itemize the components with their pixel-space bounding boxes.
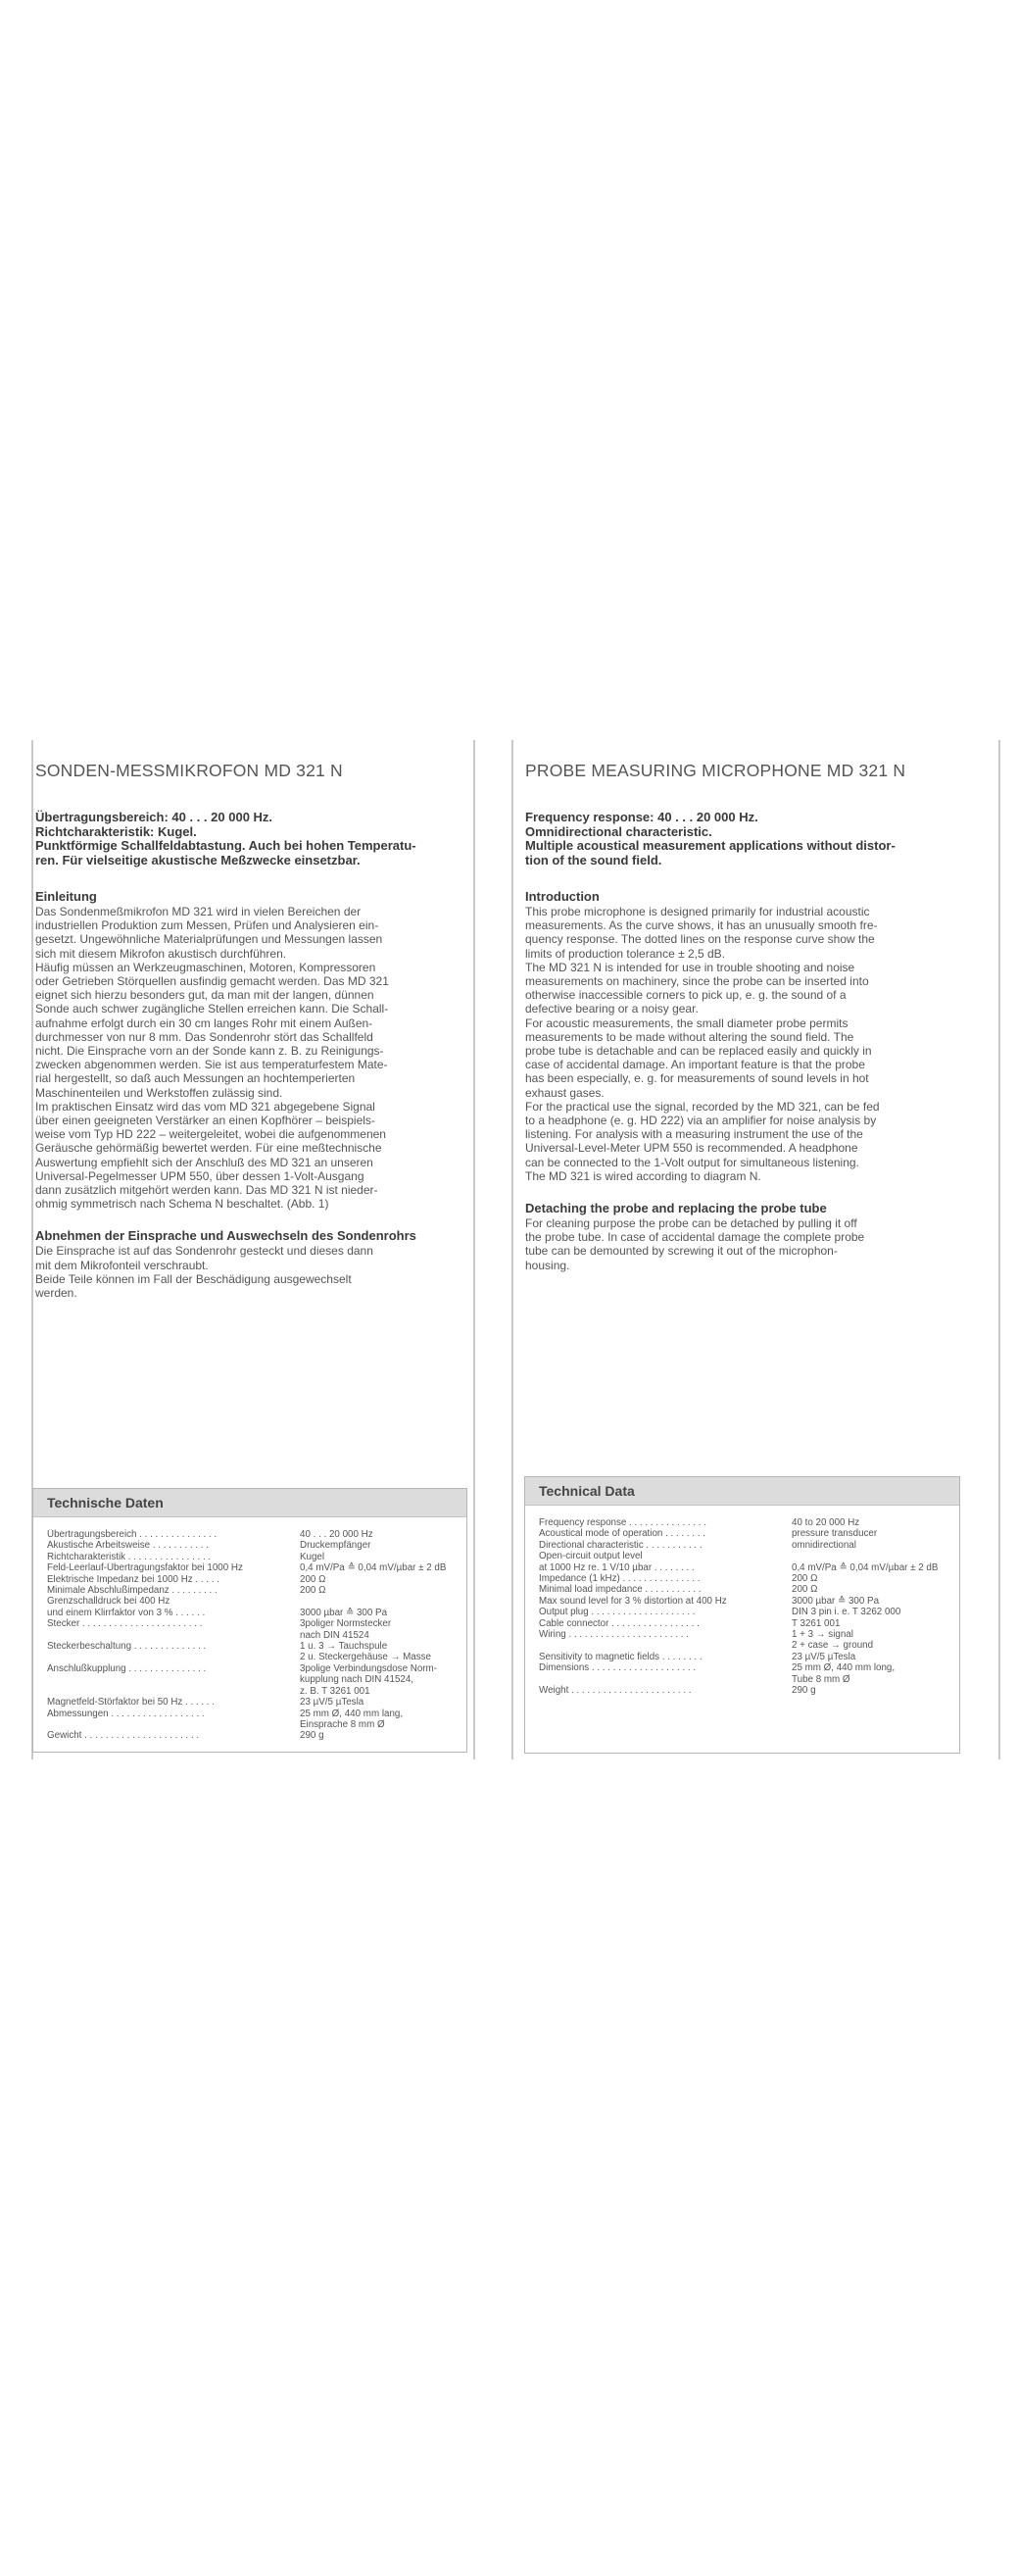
english-section-probe [525, 1201, 978, 1272]
spec-row [539, 1652, 947, 1662]
spec-row [47, 1529, 455, 1540]
spec-label: Output plug . . . . . . . . . . . . . . . . . . . . [539, 1607, 696, 1618]
right-margin-rule [998, 740, 1000, 1759]
spec-label: Open-circuit output level at 1000 Hz re. 1 V/10 µbar . . . . . . . . [539, 1551, 695, 1573]
spec-value: 1 u. 3 → Tauchspule 2 u. Steckergehäuse → Masse [300, 1641, 431, 1663]
spec-value: 3polige Verbindungsdose Norm- kupplung nach DIN 41524, z. B. T 3261 001 [300, 1662, 437, 1697]
spec-row [47, 1697, 455, 1708]
spec-row [539, 1528, 947, 1539]
english-left-rule [511, 740, 513, 1759]
spec-label: Abmessungen . . . . . . . . . . . . . . . . . . [47, 1708, 205, 1719]
spec-value: 3poliger Normstecker nach DIN 41524 [300, 1618, 392, 1641]
english-column [525, 761, 978, 1290]
spec-row [539, 1584, 947, 1595]
spec-row [47, 1585, 455, 1596]
spec-label: Stecker . . . . . . . . . . . . . . . . . . . . . . . [47, 1618, 203, 1630]
spec-value: 1 + 3 → signal 2 + case → ground [792, 1629, 874, 1652]
spec-row [47, 1540, 455, 1551]
spec-row [47, 1562, 455, 1573]
spec-value: T 3261 001 [792, 1617, 841, 1629]
spec-label: Übertragungsbereich . . . . . . . . . . . . . . . [47, 1529, 218, 1540]
spec-row [47, 1730, 455, 1741]
spec-value: 25 mm Ø, 440 mm lang, Einsprache 8 mm Ø [300, 1708, 404, 1730]
spec-row [539, 1540, 947, 1551]
spec-label: Steckerbeschaltung . . . . . . . . . . . . . . [47, 1641, 207, 1653]
spec-value: 200 Ω [792, 1584, 818, 1596]
spec-value: 3000 µbar ≙ 300 Pa [300, 1607, 388, 1618]
spec-label: Cable connector . . . . . . . . . . . . . . . . . [539, 1617, 700, 1629]
spec-value: 23 µV/5 µTesla [300, 1697, 364, 1709]
english-intro-heading: Introduction [525, 889, 600, 904]
german-section-probe [35, 1228, 464, 1300]
spec-label: Grenzschalldruck bei 400 Hz und einem Klirrfaktor von 3 % . . . . . . [47, 1596, 206, 1618]
german-lead: Übertragungsbereich: 40 . . . 20 000 Hz. Richtcharakteristik: Kugel. Punktförmige Schallfeldabtastung. Auch bei hohen Temperatu- ren. Für vielseitige akustische Meßzwecke einsetzbar. [35, 810, 416, 867]
spec-label: Feld-Leerlauf-Übertragungsfaktor bei 1000 Hz [47, 1562, 243, 1574]
spec-value: Druckempfänger [300, 1540, 371, 1552]
english-section-intro [525, 889, 978, 1183]
german-title: SONDEN-MESSMIKROFON MD 321 N [35, 761, 343, 780]
english-title: PROBE MEASURING MICROPHONE MD 321 N [525, 761, 906, 780]
english-lead: Frequency response: 40 . . . 20 000 Hz. Omnidirectional characteristic. Multiple acoustical measurement applications without distor- tion of the sound field. [525, 810, 896, 867]
spec-row [539, 1618, 947, 1629]
spec-label: Anschlußkupplung . . . . . . . . . . . . . . . [47, 1662, 207, 1674]
spec-value: 23 µV/5 µTesla [792, 1651, 856, 1662]
spec-row [539, 1629, 947, 1652]
spec-value: pressure transducer [792, 1528, 878, 1540]
spec-row [539, 1551, 947, 1573]
spec-value: Kugel [300, 1551, 325, 1562]
spec-label: Frequency response . . . . . . . . . . . . . . . [539, 1517, 706, 1528]
german-probe-heading: Abnehmen der Einsprache und Auswechseln des Sondenrohrs [35, 1228, 416, 1244]
spec-label: Weight . . . . . . . . . . . . . . . . . . . . . . . [539, 1685, 692, 1697]
spec-label: Magnetfeld-Störfaktor bei 50 Hz . . . . . . [47, 1697, 215, 1709]
spec-row [47, 1552, 455, 1562]
english-probe-heading: Detaching the probe and replacing the probe tube [525, 1201, 827, 1216]
spec-label: Elektrische Impedanz bei 1000 Hz . . . . . [47, 1573, 219, 1585]
spec-row [539, 1607, 947, 1617]
spec-row [47, 1663, 455, 1697]
english-probe-text: For cleaning purpose the probe can be detached by pulling it off the probe tube. In case of accidental damage the complete probe tube can be demounted by screwing it out of the microphon- housing. [525, 1216, 865, 1272]
center-fold-rule [473, 740, 475, 1759]
spec-value: 290 g [300, 1730, 324, 1742]
spec-label: Acoustical mode of operation . . . . . . . . [539, 1528, 705, 1540]
spec-row [47, 1709, 455, 1731]
spec-row [539, 1596, 947, 1607]
german-specs-table [47, 1529, 455, 1742]
spec-value: 40 to 20 000 Hz [792, 1517, 860, 1528]
spec-label: Sensitivity to magnetic fields . . . . . . . . [539, 1651, 703, 1662]
spec-value: 200 Ω [300, 1573, 326, 1585]
spec-label: Richtcharakteristik . . . . . . . . . . . . . . . . [47, 1551, 212, 1562]
english-specs-table [539, 1517, 947, 1697]
spec-row [47, 1618, 455, 1641]
spec-row [539, 1685, 947, 1696]
german-section-intro [35, 889, 464, 1211]
german-specs-title: Technische Daten [33, 1489, 466, 1517]
spec-row [47, 1641, 455, 1663]
german-specs-box [32, 1488, 467, 1753]
spec-value: 290 g [792, 1685, 816, 1697]
spec-label: Impedance (1 kHz) . . . . . . . . . . . . . . . [539, 1573, 701, 1585]
spec-row [47, 1596, 455, 1618]
spec-label: Minimale Abschlußimpedanz . . . . . . . . . [47, 1585, 218, 1597]
spec-value: omnidirectional [792, 1539, 856, 1551]
english-intro-text: This probe microphone is designed primarily for industrial acoustic measurements. As the curve shows, it has an unusually smooth fre- quency response. The dotted lines on the response curve show the limits of production tolerance ± 2,5 dB. The MD 321 N is intended for use in trouble shooting and noise measurements on machinery, since the probe can be inserted into otherwise inaccessible corners to pick up, e. g. the sound of a defective bearing or a noisy gear. For acoustic measurements, the small diameter probe permits measurements to be made without altering the sound field. The probe tube is detachable and can be replaced easily and quickly in case of accidental damage. An important feature is that the probe has been especially, e. g. for measurements of sound levels in hot exhaust gases. For the practical use the signal, recorded by the MD 321, can be fed to a headphone (e. g. HD 222) via an amplifier for noise analysis by listening. For analysis with a measuring instrument the use of the Universal-Level-Meter UPM 550 is recommended. A headphone can be connected to the 1-Volt output for simultaneous listening. The MD 321 is wired according to diagram N. [525, 905, 880, 1183]
english-specs-title: Technical Data [525, 1477, 959, 1506]
english-specs-box [524, 1476, 960, 1754]
german-intro-heading: Einleitung [35, 889, 97, 904]
spec-row [539, 1662, 947, 1685]
spec-label: Max sound level for 3 % distortion at 400 Hz [539, 1595, 727, 1607]
german-probe-text: Die Einsprache ist auf das Sondenrohr gesteckt und dieses dann mit dem Mikrofonteil verschraubt. Beide Teile können im Fall der Beschädigung ausgewechselt werden. [35, 1244, 373, 1301]
spec-row [47, 1574, 455, 1585]
german-column [35, 761, 464, 1317]
spec-value: 0,4 mV/Pa ≙ 0,04 mV/µbar ± 2 dB [300, 1562, 447, 1574]
spec-row [539, 1517, 947, 1528]
spec-row [539, 1573, 947, 1584]
spec-label: Gewicht . . . . . . . . . . . . . . . . . . . . . . [47, 1730, 200, 1742]
spec-value: 200 Ω [300, 1585, 326, 1597]
spec-value: 25 mm Ø, 440 mm long, Tube 8 mm Ø [792, 1662, 896, 1685]
spec-label: Minimal load impedance . . . . . . . . . . . [539, 1584, 702, 1596]
spec-label: Wiring . . . . . . . . . . . . . . . . . . . . . . . [539, 1629, 689, 1641]
spec-label: Dimensions . . . . . . . . . . . . . . . . . . . . [539, 1662, 697, 1674]
german-intro-text: Das Sondenmeßmikrofon MD 321 wird in vielen Bereichen der industriellen Produktion zum Messen, Prüfen und Analysieren ein- gesetzt. Ungewöhnliche Materialprüfungen und Messungen lassen sich mit diesem Mikrofon akustisch durchführen. Häufig müssen an Werkzeugmaschinen, Motoren, Kompressoren oder Getrieben Störquellen ausfindig gemacht werden. Das MD 321 eignet sich hierzu besonders gut, da man mit der langen, dünnen Sonde auch schwer zugängliche Stellen erreichen kann. Die Schall- aufnahme erfolgt durch ein 30 cm langes Rohr mit einem Außen- durchmesser von nur 8 mm. Das Sondenrohr stört das Schallfeld nicht. Die Einsprache vorn an der Sonde kann z. B. zu Reinigungs- zwecken abgenommen werden. Sie ist aus temperaturfestem Mate- rial hergestellt, so daß auch Messungen an hochtemperierten Maschinenteilen und Werkstoffen zulässig sind. Im praktischen Einsatz wird das vom MD 321 abgegebene Signal über einen geeigneten Verstärker an einen Kopfhörer – beispiels- weise vom Typ HD 222 – weitergeleitet, wobei die aufgenommenen Geräusche gehörmäßig bewertet werden. Für eine meßtechnische Auswertung empfiehlt sich der Anschluß des MD 321 an unseren Universal-Pegelmesser UPM 550, über dessen 1-Volt-Ausgang dann zusätzlich mitgehört werden kann. Das MD 321 N ist nieder- ohmig symmetrisch nach Schema N beschaltet. (Abb. 1) [35, 905, 389, 1212]
spec-value: 40 . . . 20 000 Hz [300, 1529, 373, 1540]
german-page [0, 0, 490, 2576]
spec-value: 200 Ω [792, 1573, 818, 1585]
spec-value: 3000 µbar ≙ 300 Pa [792, 1595, 880, 1607]
spec-value: DIN 3 pin i. e. T 3262 000 [792, 1607, 901, 1618]
english-page [490, 0, 1018, 2576]
spec-value: 0,4 mV/Pa ≙ 0,04 mV/µbar ± 2 dB [792, 1561, 939, 1573]
spec-label: Directional characteristic . . . . . . . . . . . [539, 1539, 703, 1551]
spec-label: Akustische Arbeitsweise . . . . . . . . . . . [47, 1540, 209, 1552]
